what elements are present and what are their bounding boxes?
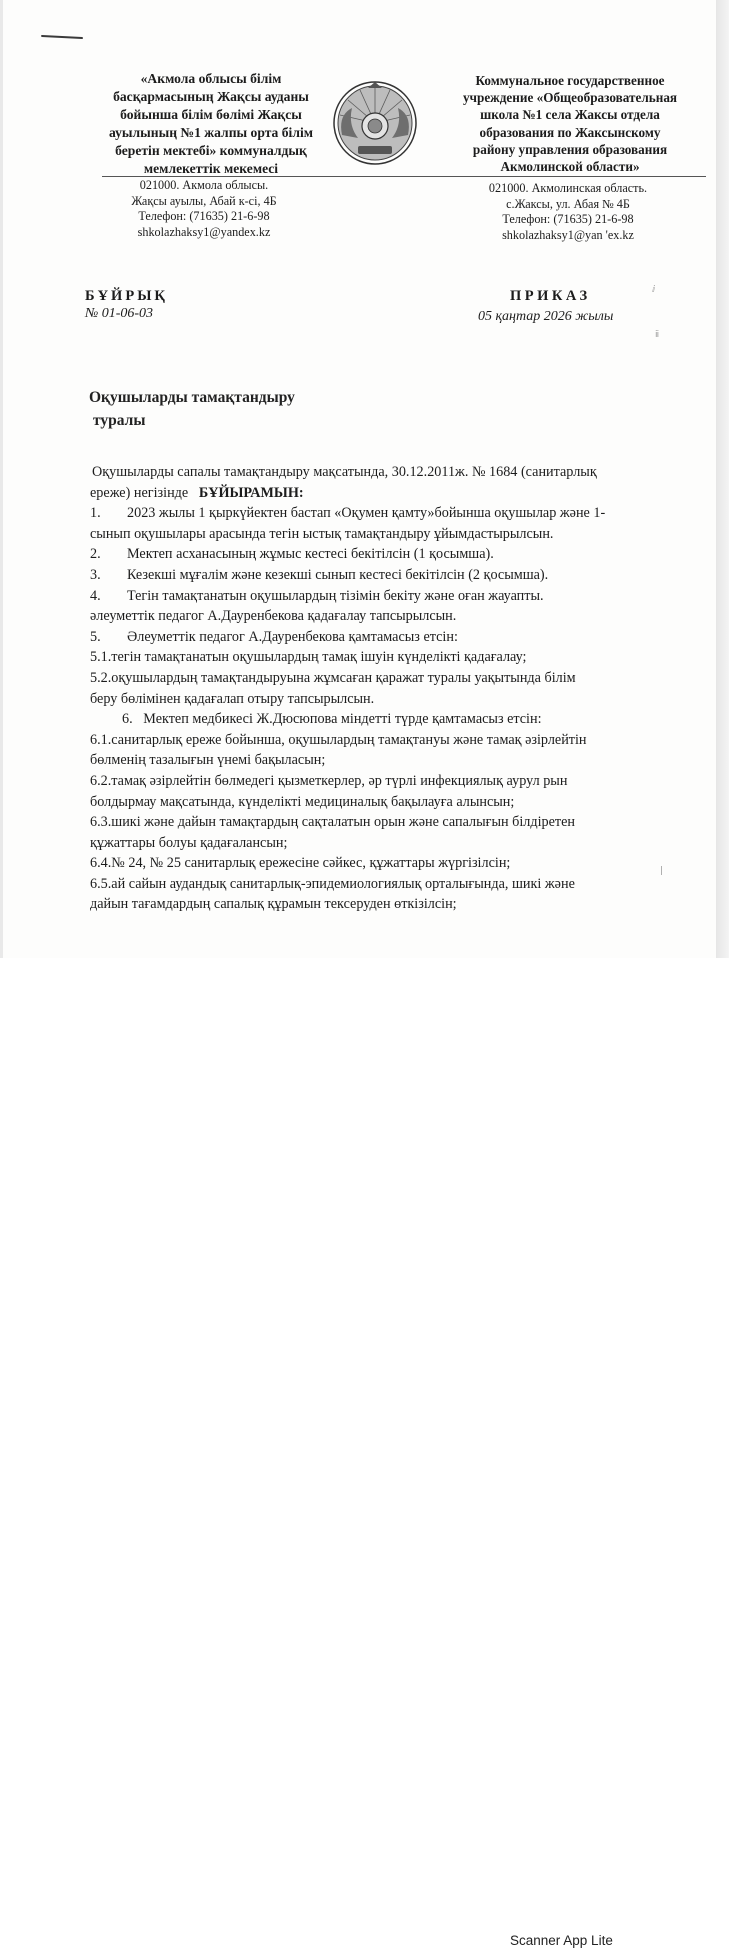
order-title-ru: ПРИКАЗ bbox=[510, 288, 591, 304]
address-line: с.Жаксы, ул. Абая № 4Б bbox=[506, 196, 630, 211]
item-1 bbox=[90, 503, 692, 524]
sub-item: 6.2.тамақ әзірлейтін бөлмедегі қызметкерлер, әр түрлі инфекциялық аурул рын bbox=[90, 772, 568, 789]
item-number: 4. bbox=[90, 587, 101, 604]
header-kz-line: мемлекеттік мекемесі bbox=[143, 161, 279, 176]
address-ru bbox=[452, 181, 684, 243]
sub-item-cont: беру бөлімінен қадағалап отыру тапсырылсын. bbox=[90, 690, 375, 707]
state-emblem-icon bbox=[330, 80, 420, 166]
header-kz-line: бойынша білім бөлімі Жақсы bbox=[120, 107, 302, 122]
item-3 bbox=[90, 565, 692, 586]
phone-line: Телефон: (71635) 21-6-98 bbox=[138, 209, 270, 223]
intro-line: Оқушыларды сапалы тамақтандыру мақсатында, 30.12.2011ж. № 1684 (санитарлық bbox=[92, 464, 597, 480]
address-line: 021000. Акмолинская область. bbox=[488, 181, 648, 195]
scan-noise: ⅱ bbox=[655, 330, 660, 340]
sub-item: 6.5.ай сайын аудандық санитарлық-эпидемиологиялық орталығында, шикі және bbox=[90, 875, 575, 892]
item-number: 2. bbox=[90, 546, 101, 563]
header-kz-organization bbox=[104, 70, 318, 178]
pen-mark bbox=[41, 35, 83, 39]
address-line: Жақсы ауылы, Абай к-сі, 4Б bbox=[131, 193, 277, 208]
item-4-cont: әлеуметтік педагог А.Дауренбекова қадағалау тапсырылсын. bbox=[90, 608, 457, 625]
header-divider bbox=[102, 176, 706, 177]
order-date: 05 қаңтар 2026 жылы bbox=[478, 309, 614, 324]
sub-item-cont: дайын тағамдардың сапалық құрамын тексеруден өткізілсін; bbox=[90, 896, 457, 913]
header-ru-line: Коммунальное государственное bbox=[475, 73, 665, 88]
header-kz-line: ауылының №1 жалпы орта білім bbox=[109, 125, 313, 140]
order-directive: БҰЙЫРАМЫН: bbox=[198, 484, 304, 501]
sub-item-cont: болдырмау мақсатында, күнделікті медициналық бақылауға алынсын; bbox=[90, 793, 515, 810]
item-text: Тегін тамақтанатын оқушылардың тізімін бекіту және оған жауапты. bbox=[127, 587, 544, 604]
item-1-cont: сынып оқушылары арасында тегін ыстық тамақтандыру ұйымдастырылсын. bbox=[90, 525, 554, 542]
item-6: 6. Мектеп медбикесі Ж.Дюсюпова міндетті түрде қамтамасыз етсін: bbox=[122, 711, 542, 728]
email-line: shkolazhaksy1@yan 'ex.kz bbox=[502, 227, 634, 242]
item-2 bbox=[90, 544, 692, 565]
phone-line: Телефон: (71635) 21-6-98 bbox=[502, 212, 634, 226]
sub-item: 6.4.№ 24, № 25 санитарлық ережесіне сәйкес, құжаттары жүргізілсін; bbox=[90, 855, 511, 872]
order-body bbox=[92, 462, 692, 915]
order-number: № 01-06-03 bbox=[85, 306, 154, 321]
header-ru-line: школа №1 села Жаксы отдела bbox=[480, 107, 660, 123]
header-kz-line: беретін мектебі» коммуналдық bbox=[115, 143, 307, 158]
header-ru-line: учреждение «Общеобразовательная bbox=[462, 90, 678, 106]
item-5 bbox=[90, 627, 692, 648]
header-ru-organization bbox=[436, 72, 704, 175]
item-4 bbox=[90, 586, 692, 607]
scan-noise: | bbox=[660, 866, 664, 876]
address-line: 021000. Акмола облысы. bbox=[139, 178, 269, 192]
sub-item-cont: құжаттары болуы қадағалансын; bbox=[90, 834, 288, 851]
order-title-kz: БҰЙРЫҚ bbox=[85, 288, 168, 304]
sub-item-cont: бөлменің тазалығын үнемі бақыласын; bbox=[90, 752, 326, 769]
subject-line: Оқушыларды тамақтандыру bbox=[89, 389, 295, 406]
intro-text: ереже) негізінде bbox=[90, 484, 189, 501]
header-kz-line: басқармасының Жақсы ауданы bbox=[113, 89, 309, 104]
sub-item: 6.3.шикі және дайын тамақтардың сақталатын орын және сапалығын білдіретен bbox=[90, 814, 576, 831]
app-footer bbox=[0, 958, 729, 1948]
scanner-watermark: Scanner App Lite bbox=[510, 1933, 613, 1948]
email-line: shkolazhaksy1@yandex.kz bbox=[137, 224, 271, 239]
page-right-edge bbox=[716, 0, 729, 958]
scanned-document-page bbox=[0, 0, 716, 958]
item-number: 1. bbox=[90, 505, 101, 522]
intro-line bbox=[90, 483, 692, 504]
subject-line: туралы bbox=[93, 412, 146, 429]
sub-item: 6.1.санитарлық ереже бойынша, оқушылардың тамақтануы және тамақ әзірлейтін bbox=[90, 731, 587, 748]
sub-item: 5.1.тегін тамақтанатын оқушылардың тамақ ішуін күнделікті қадағалау; bbox=[90, 649, 527, 666]
scan-noise: ⅈ bbox=[652, 285, 656, 295]
header-ru-line: району управления образования bbox=[472, 141, 668, 157]
header-ru-line: образования по Жаксынскому bbox=[479, 124, 661, 140]
item-text: Әлеуметтік педагог А.Дауренбекова қамтамасыз етсін: bbox=[127, 628, 458, 645]
order-subject bbox=[89, 386, 295, 432]
item-text: 2023 жылы 1 қыркүйектен бастап «Оқумен қамту»бойынша оқушылар және 1- bbox=[127, 505, 606, 522]
header-ru-line: Акмолинской области» bbox=[500, 159, 640, 175]
sub-item: 5.2.оқушылардың тамақтандыруына жұмсаған қаражат туралы уақытында білім bbox=[90, 669, 576, 686]
item-text: Кезекші мұғалім және кезекші сынып кестесі бекітілсін (2 қосымша). bbox=[127, 566, 549, 583]
address-kz bbox=[100, 178, 308, 240]
header-kz-line: «Акмола облысы білім bbox=[140, 71, 282, 86]
page-left-edge bbox=[0, 0, 3, 958]
item-text: Мектеп асханасының жұмыс кестесі бекітілсін (1 қосымша). bbox=[127, 546, 494, 563]
item-number: 5. bbox=[90, 628, 101, 645]
item-number: 3. bbox=[90, 566, 101, 583]
